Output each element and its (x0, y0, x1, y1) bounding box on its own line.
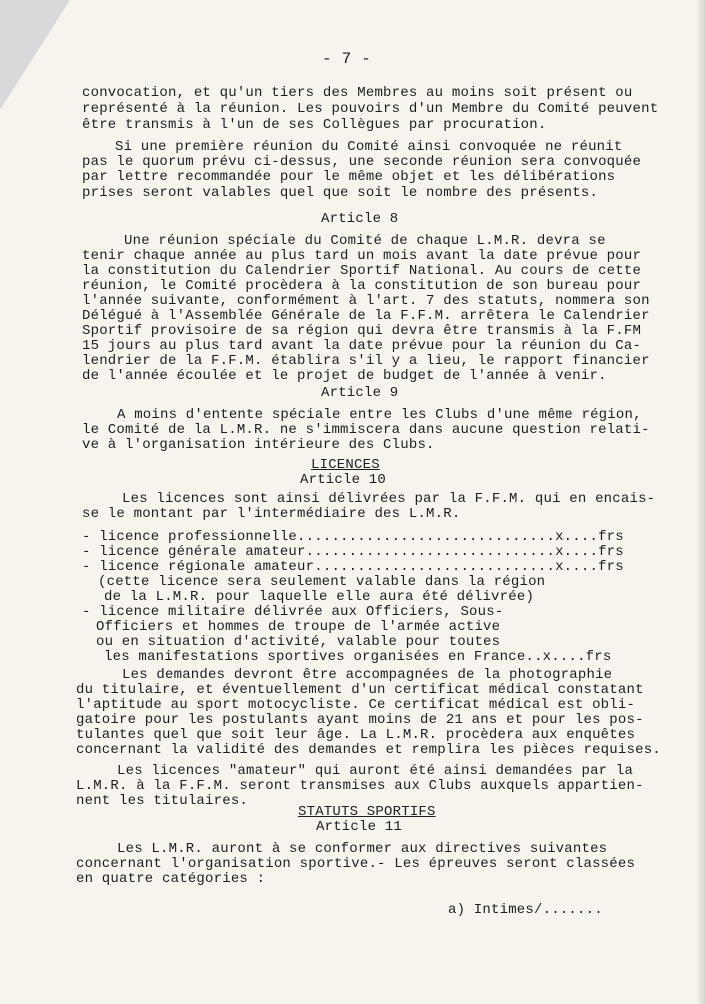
text-line: prises seront valables quel que soit le nombre des présents. (82, 185, 599, 201)
text-line: représenté à la réunion. Les pouvoirs d'un Membre du Comité peuvent (82, 101, 659, 117)
text-line: concernant l'organisation sportive.- Les épreuves seront classées (76, 856, 636, 872)
text-line: de la L.M.R. pour laquelle elle aura été délivrée) (104, 589, 535, 605)
text-line: le Comité de la L.M.R. ne s'immiscera dans aucune question relati- (82, 422, 650, 438)
section-heading: STATUTS SPORTIFS (298, 804, 436, 820)
continuation-text: a) Intimes/....... (448, 902, 603, 918)
text-line: se le montant par l'intermédiaire des L.M.R. (82, 506, 461, 522)
text-line: de l'année écoulée et le projet de budget de l'année à venir. (82, 368, 607, 384)
license-item: - licence régionale amateur............................x....frs (82, 559, 624, 575)
text-line: Les licences "amateur" qui auront été ainsi demandées par la (117, 763, 634, 779)
text-line: Les licences sont ainsi délivrées par la F.F.M. qui en encais- (122, 491, 656, 507)
license-item: - licence militaire délivrée aux Officiers, Sous- (82, 604, 504, 620)
text-line: nent les titulaires. (76, 793, 249, 809)
text-line: du titulaire, et éventuellement d'un certificat médical constatant (76, 682, 644, 698)
text-line: réunion, le Comité procèdera à la constitution de son bureau pour (82, 278, 642, 294)
text-line: Officiers et hommes de troupe de l'armée active (96, 619, 501, 635)
license-item: - licence professionnelle..............................x....frs (82, 529, 624, 545)
text-line: ou en situation d'activité, valable pour toutes (96, 634, 501, 650)
text-line: tulantes quel que soit leur âge. La L.M.R. procèdera aux enquêtes (76, 727, 636, 743)
text-line: Une réunion spéciale du Comité de chaque L.M.R. devra se (124, 233, 606, 249)
text-line: ve à l'organisation intérieure des Clubs. (82, 437, 435, 453)
text-line: par lettre recommandée pour le même objet et les délibérations (82, 169, 616, 185)
page-edge (698, 0, 706, 1004)
license-item: - licence générale amateur.............................x....frs (82, 544, 624, 560)
text-line: Sportif provisoire de sa région qui devra être transmis à la F.FM (82, 323, 642, 339)
folded-corner (0, 0, 70, 110)
text-line: Les L.M.R. auront à se conformer aux directives suivantes (117, 841, 608, 857)
article-heading: Article 10 (300, 472, 387, 488)
text-line: 15 jours au plus tard avant la date prévue pour la réunion du Ca- (82, 338, 642, 354)
text-line: Les demandes devront être accompagnées de la photographie (122, 667, 613, 683)
text-line: l'aptitude au sport motocycliste. Ce certificat médical est obli- (76, 697, 636, 713)
text-line: convocation, et qu'un tiers des Membres au moins soit présent ou (82, 85, 633, 101)
text-line: la constitution du Calendrier Sportif National. Au cours de cette (82, 263, 642, 279)
text-line: pas le quorum prévu ci-dessus, une seconde réunion sera convoquée (82, 154, 642, 170)
text-line: (cette licence sera seulement valable dans la région (98, 574, 546, 590)
section-heading: LICENCES (311, 457, 380, 473)
text-line: Si une première réunion du Comité ainsi convoquée ne réunit (115, 139, 623, 155)
text-line: lendrier de la F.F.M. établira s'il y a lieu, le rapport financier (82, 353, 650, 369)
page-number: - 7 - (322, 50, 372, 68)
text-line: A moins d'entente spéciale entre les Clubs d'une même région, (117, 407, 642, 423)
text-line: L.M.R. à la F.F.M. seront transmises aux Clubs auxquels appartien- (76, 778, 644, 794)
text-line: l'année suivante, conformément à l'art. 7 des statuts, nommera son (82, 293, 650, 309)
article-heading: Article 9 (321, 385, 399, 401)
article-heading: Article 11 (316, 819, 403, 835)
text-line: concernant la validité des demandes et remplira les pièces requises. (76, 742, 661, 758)
text-line: gatoire pour les postulants ayant moins de 21 ans et pour les pos- (76, 712, 644, 728)
text-line: les manifestations sportives organisées en France..x....frs (104, 649, 612, 665)
text-line: en quatre catégories : (76, 871, 266, 887)
text-line: tenir chaque année au plus tard un mois avant la date prévue pour (82, 248, 642, 264)
article-heading: Article 8 (321, 211, 399, 227)
text-line: Délégué à l'Assemblée Générale de la F.F.M. arrêtera le Calendrier (82, 308, 650, 324)
text-line: être transmis à l'un de ses Collègues par procuration. (82, 117, 547, 133)
